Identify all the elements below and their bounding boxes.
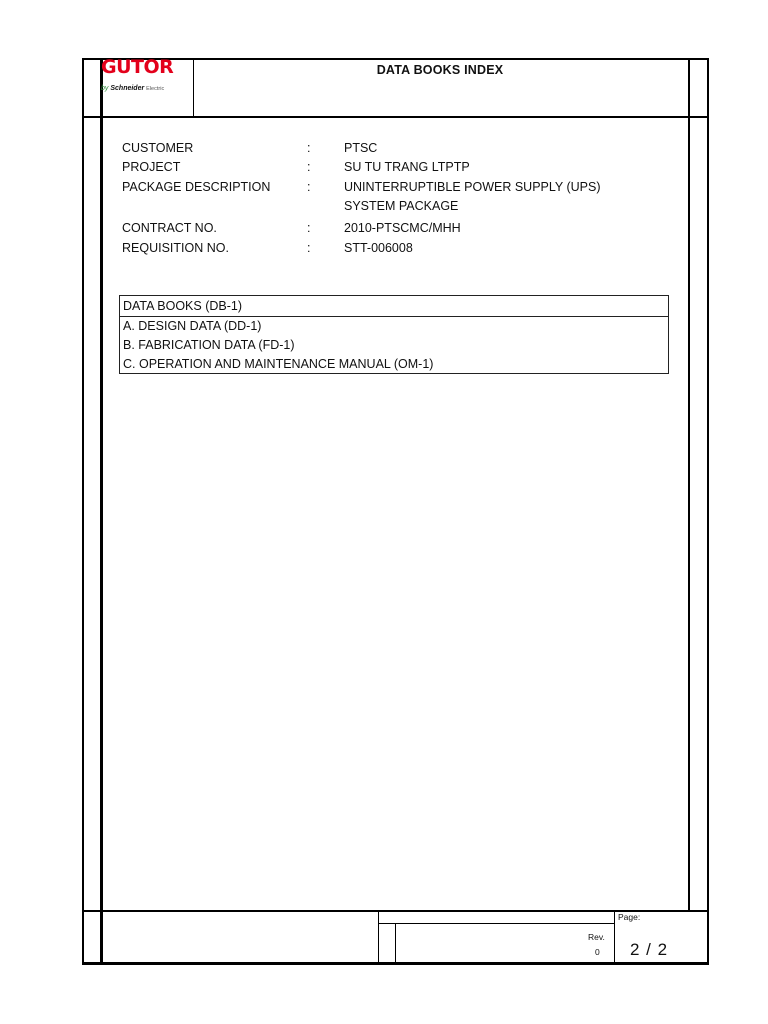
customer-colon: : (307, 141, 311, 155)
footer-mid-line (378, 923, 615, 924)
contract-no-colon: : (307, 221, 311, 235)
frame-right-border (707, 58, 709, 965)
project-label: PROJECT (122, 160, 181, 174)
document-title: DATA BOOKS INDEX (376, 63, 504, 77)
project-colon: : (307, 160, 311, 174)
frame-top-border (82, 58, 709, 60)
index-item-fabrication-data: B. FABRICATION DATA (FD-1) (123, 338, 295, 352)
schneider-logo (101, 84, 164, 94)
logo-divider (193, 60, 194, 116)
gutor-logo: GUTOR (101, 56, 174, 78)
rev-value: 0 (595, 947, 600, 957)
contract-no-label: CONTRACT NO. (122, 221, 217, 235)
header-bottom-line (82, 116, 709, 118)
logo-schneider: Schneider (110, 85, 145, 92)
index-item-om-manual: C. OPERATION AND MAINTENANCE MANUAL (OM-1) (123, 357, 434, 371)
rev-label: Rev. (588, 932, 605, 942)
package-description-colon: : (307, 180, 311, 194)
footer-divider-1 (378, 910, 379, 963)
contract-no-value: 2010-PTSCMC/MHH (344, 221, 461, 235)
index-item-design-data: A. DESIGN DATA (DD-1) (123, 319, 262, 333)
index-heading-separator (120, 316, 668, 317)
page-label: Page: (618, 912, 641, 922)
requisition-no-value: STT-006008 (344, 241, 413, 255)
customer-value: PTSC (344, 141, 378, 155)
data-books-index-box (119, 295, 669, 374)
package-description-value-line2: SYSTEM PACKAGE (344, 199, 459, 213)
inner-left-margin-line (100, 58, 103, 965)
project-value: SU TU TRANG LTPTP (344, 160, 470, 174)
logo-electric: Electric (146, 86, 165, 92)
inner-right-margin-line (688, 58, 690, 911)
package-description-value: UNINTERRUPTIBLE POWER SUPPLY (UPS) (344, 180, 601, 194)
package-description-label: PACKAGE DESCRIPTION (122, 180, 271, 194)
logo-by: by (101, 85, 109, 92)
requisition-no-colon: : (307, 241, 311, 255)
footer-divider-3 (614, 910, 615, 963)
customer-label: CUSTOMER (122, 141, 194, 155)
index-heading: DATA BOOKS (DB-1) (123, 299, 243, 313)
frame-left-border (82, 58, 84, 965)
requisition-no-label: REQUISITION NO. (122, 241, 229, 255)
footer-divider-2 (395, 923, 396, 963)
page-number: 2 / 2 (630, 940, 669, 959)
